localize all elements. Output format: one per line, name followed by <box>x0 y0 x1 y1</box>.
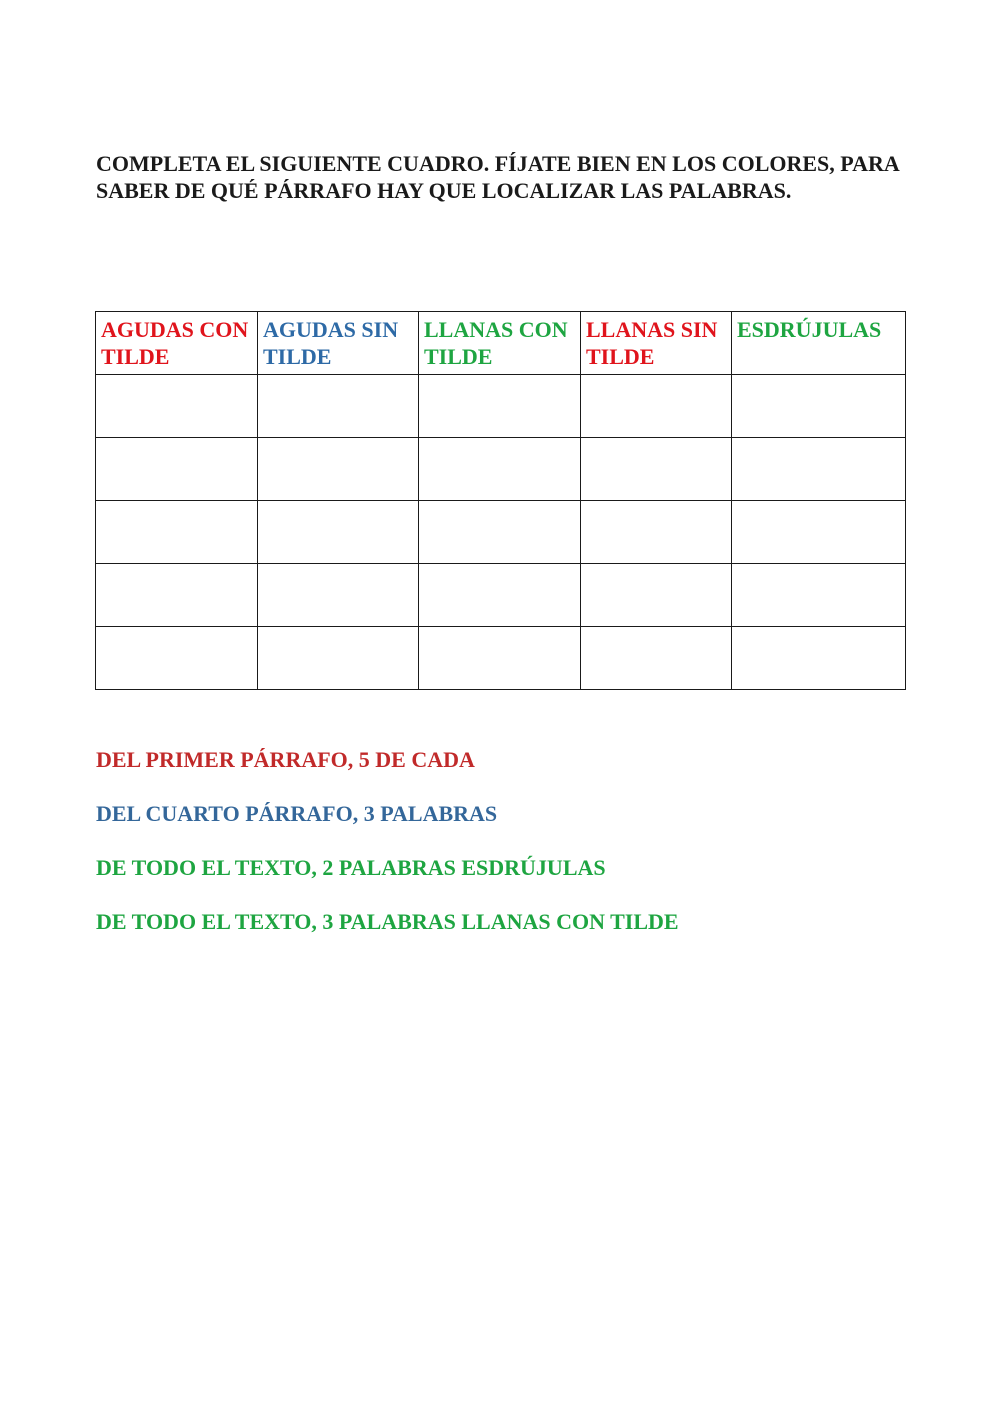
table-cell[interactable] <box>419 564 581 627</box>
instruction-notes <box>96 746 679 962</box>
header-agudas-sin-tilde: AGUDAS SIN TILDE <box>258 312 419 375</box>
header-agudas-con-tilde: AGUDAS CON TILDE <box>96 312 258 375</box>
table-row <box>96 564 906 627</box>
header-llanas-sin-tilde: LLANAS SIN TILDE <box>581 312 732 375</box>
table-cell[interactable] <box>96 375 258 438</box>
table-cell[interactable] <box>258 438 419 501</box>
note-esdrujulas: DE TODO EL TEXTO, 2 PALABRAS ESDRÚJULAS <box>96 855 606 880</box>
table-row <box>96 375 906 438</box>
table-cell[interactable] <box>732 627 906 690</box>
table-cell[interactable] <box>732 375 906 438</box>
table-cell[interactable] <box>419 627 581 690</box>
note-llanas-con-tilde: DE TODO EL TEXTO, 3 PALABRAS LLANAS CON TILDE <box>96 909 679 934</box>
table-cell[interactable] <box>258 501 419 564</box>
table-cell[interactable] <box>419 438 581 501</box>
table-cell[interactable] <box>581 627 732 690</box>
word-classification-table <box>95 311 906 690</box>
table-row <box>96 627 906 690</box>
table-cell[interactable] <box>581 564 732 627</box>
table-cell[interactable] <box>96 564 258 627</box>
table-cell[interactable] <box>581 438 732 501</box>
table-cell[interactable] <box>258 627 419 690</box>
header-llanas-con-tilde: LLANAS CON TILDE <box>419 312 581 375</box>
table-cell[interactable] <box>96 627 258 690</box>
table-cell[interactable] <box>96 438 258 501</box>
table-cell[interactable] <box>732 438 906 501</box>
instructions-text: COMPLETA EL SIGUIENTE CUADRO. FÍJATE BIEN EN LOS COLORES, PARA SABER DE QUÉ PÁRRAFO HAY QUE LOCALIZAR LAS PALABRAS. <box>96 151 899 203</box>
table-header-row <box>96 312 906 375</box>
table-row <box>96 438 906 501</box>
table-cell[interactable] <box>732 564 906 627</box>
note-fourth-paragraph: DEL CUARTO PÁRRAFO, 3 PALABRAS <box>96 801 498 826</box>
table-cell[interactable] <box>96 501 258 564</box>
note-first-paragraph: DEL PRIMER PÁRRAFO, 5 DE CADA <box>96 747 475 772</box>
header-esdrujulas: ESDRÚJULAS <box>732 312 906 375</box>
table-cell[interactable] <box>419 375 581 438</box>
table-cell[interactable] <box>581 375 732 438</box>
table-cell[interactable] <box>581 501 732 564</box>
table-cell[interactable] <box>732 501 906 564</box>
table-cell[interactable] <box>419 501 581 564</box>
table-cell[interactable] <box>258 564 419 627</box>
table-cell[interactable] <box>258 375 419 438</box>
table-row <box>96 501 906 564</box>
